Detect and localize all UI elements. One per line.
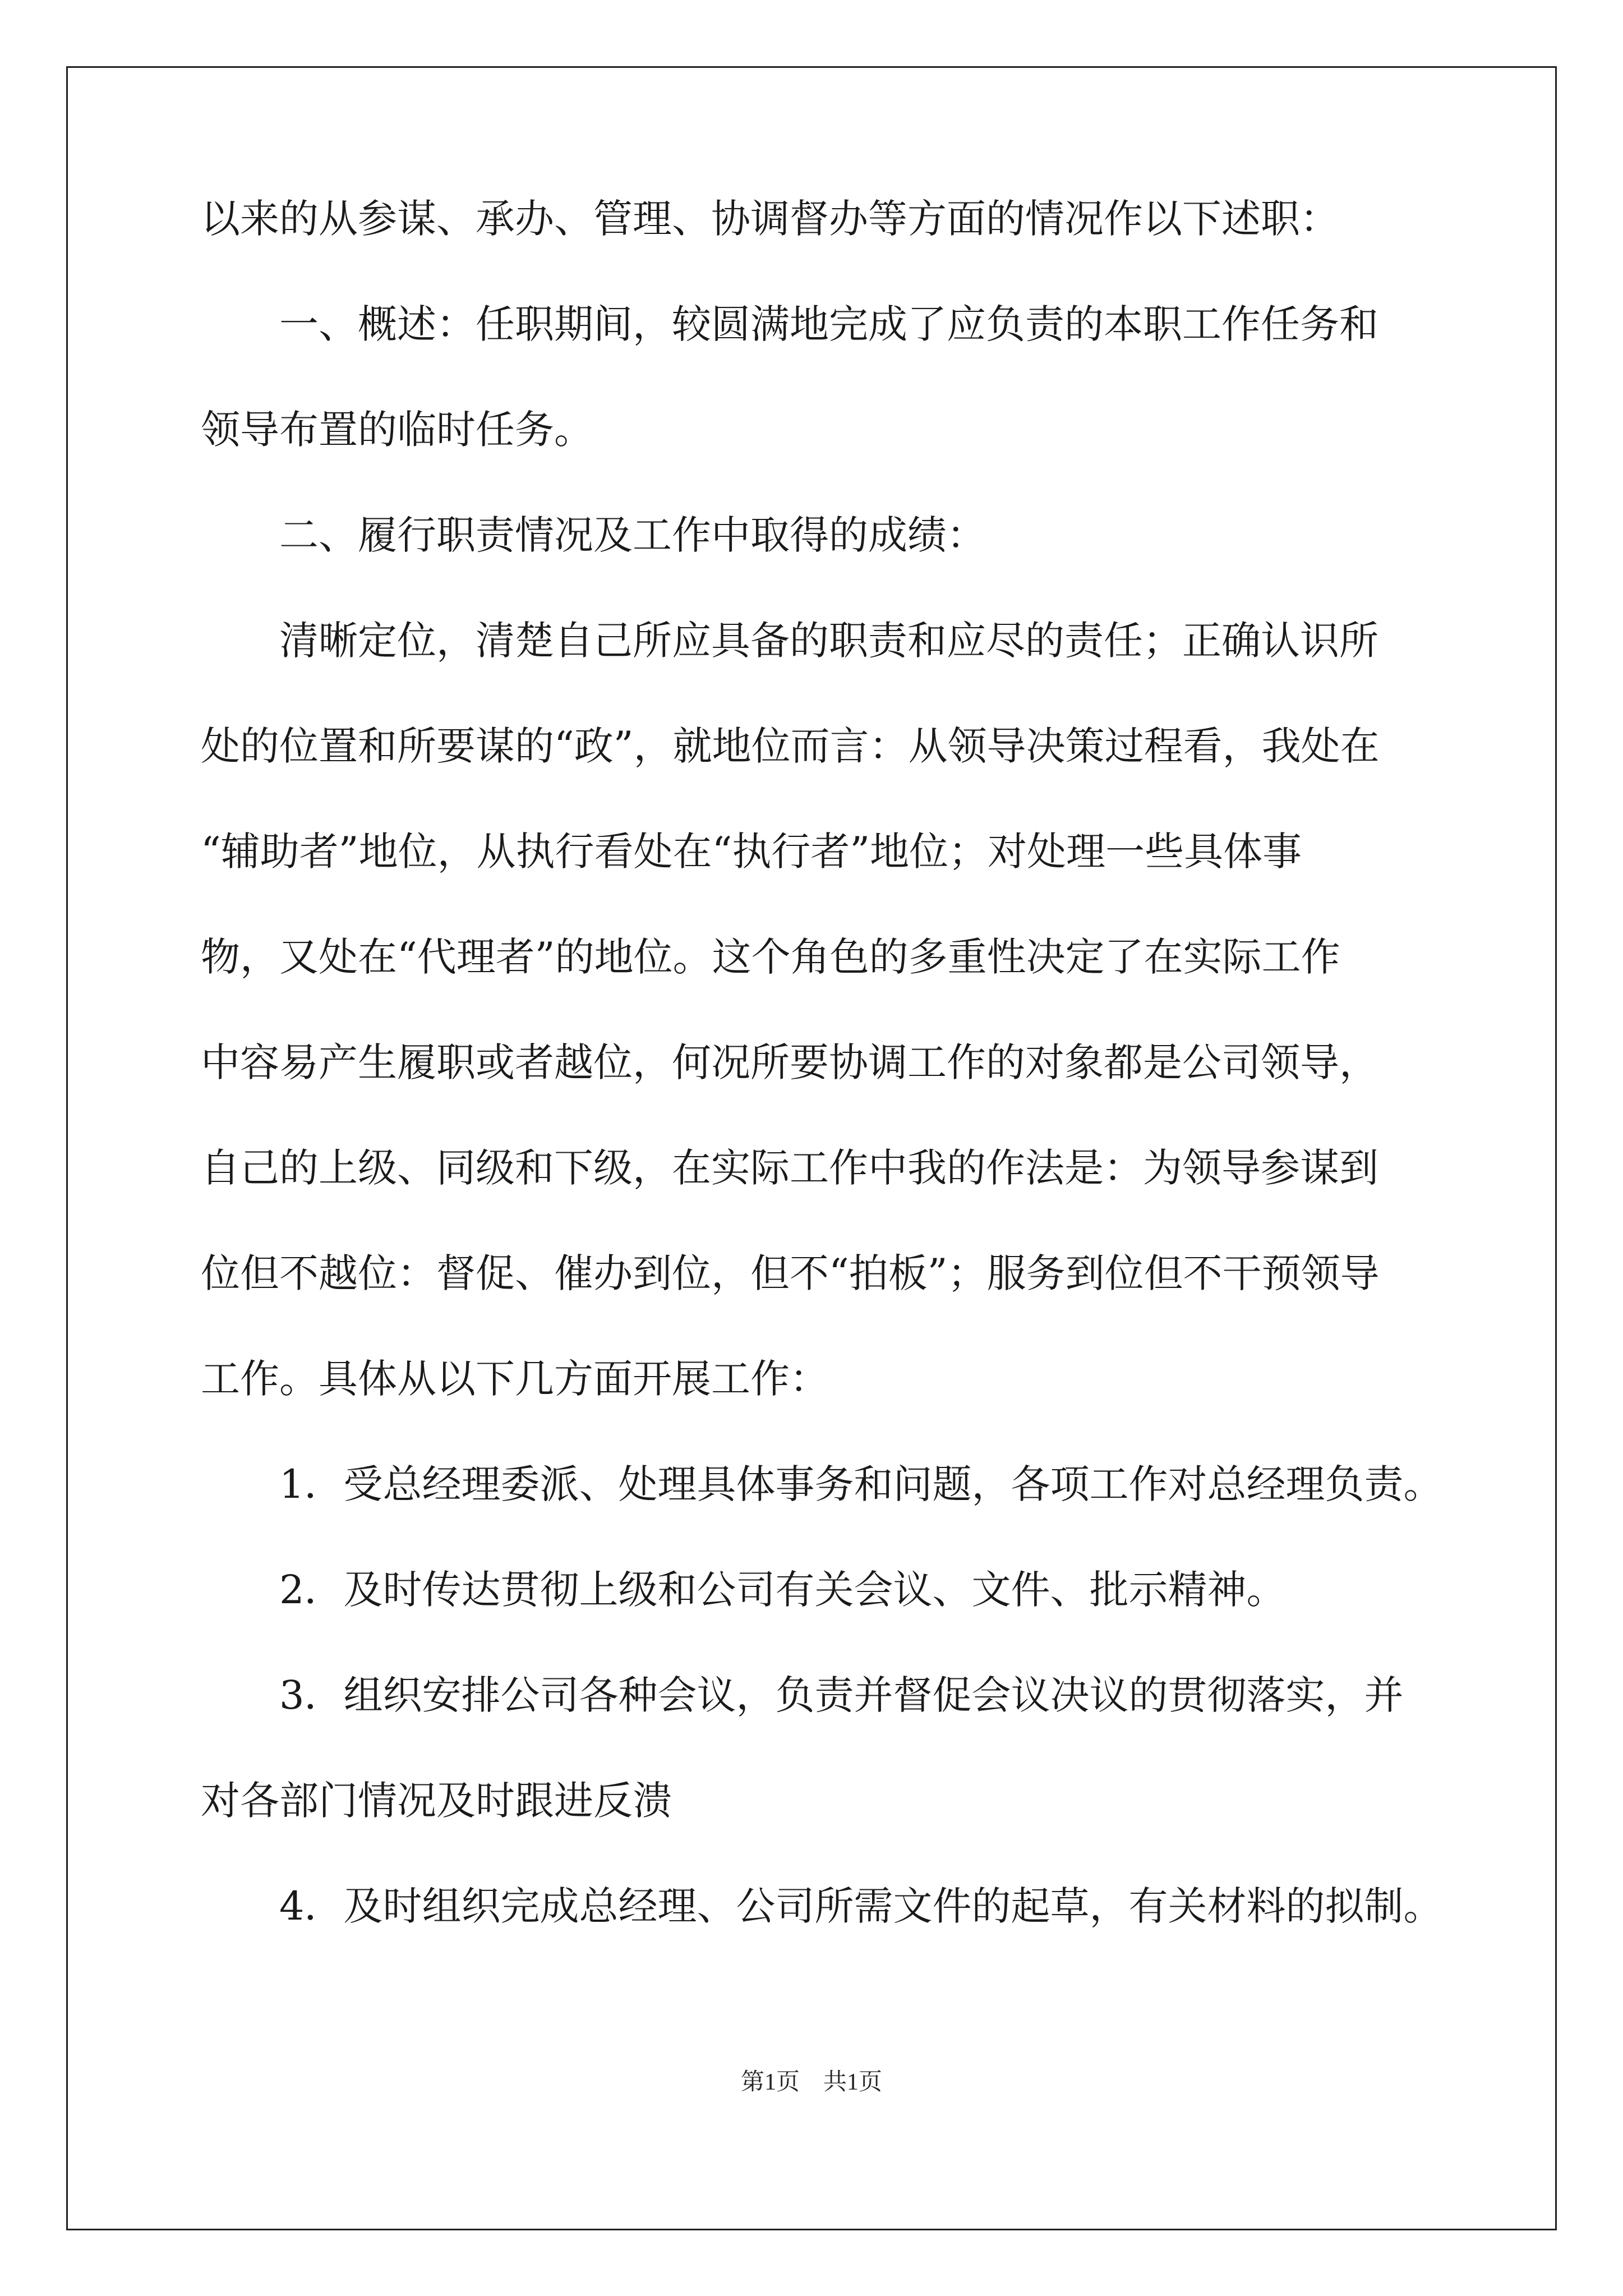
text-line: 物，又处在“代理者”的地位。这个角色的多重性决定了在实际工作	[201, 934, 1340, 980]
text-line: 清晰定位，清楚自己所应具备的职责和应尽的责任；正确认识所	[279, 618, 1378, 664]
text-line: 处的位置和所要谋的“政”，就地位而言：从领导决策过程看，我处在	[201, 723, 1380, 769]
text-line: 以来的从参谋、承办、管理、协调督办等方面的情况作以下述职：	[201, 196, 1339, 242]
text-line: 4．及时组织完成总经理、公司所需文件的起草，有关材料的拟制。	[279, 1883, 1443, 1929]
text-line: 自己的上级、同级和下级，在实际工作中我的作法是：为领导参谋到	[201, 1145, 1378, 1191]
page-number-footer: 第1页 共1页	[740, 2069, 882, 2095]
text-line: “辅助者”地位，从执行看处在“执行者”地位；对处理一些具体事	[201, 829, 1302, 875]
text-line: 位但不越位：督促、催办到位，但不“拍板”；服务到位但不干预领导	[201, 1250, 1380, 1296]
text-line: 工作。具体从以下几方面开展工作：	[201, 1356, 829, 1402]
text-line: 1．受总经理委派、处理具体事务和问题，各项工作对总经理负责。	[279, 1461, 1443, 1507]
text-line: 2．及时传达贯彻上级和公司有关会议、文件、批示精神。	[279, 1567, 1286, 1613]
text-line: 二、履行职责情况及工作中取得的成绩：	[279, 512, 986, 558]
text-line: 3．组织安排公司各种会议，负责并督促会议决议的贯彻落实，并	[279, 1672, 1404, 1718]
text-line: 中容易产生履职或者越位，何况所要协调工作的对象都是公司领导，	[201, 1039, 1378, 1085]
text-line: 一、概述：任职期间，较圆满地完成了应负责的本职工作任务和	[279, 301, 1378, 347]
text-line: 对各部门情况及时跟进反溃	[201, 1778, 672, 1824]
text-line: 领导布置的临时任务。	[201, 407, 593, 453]
